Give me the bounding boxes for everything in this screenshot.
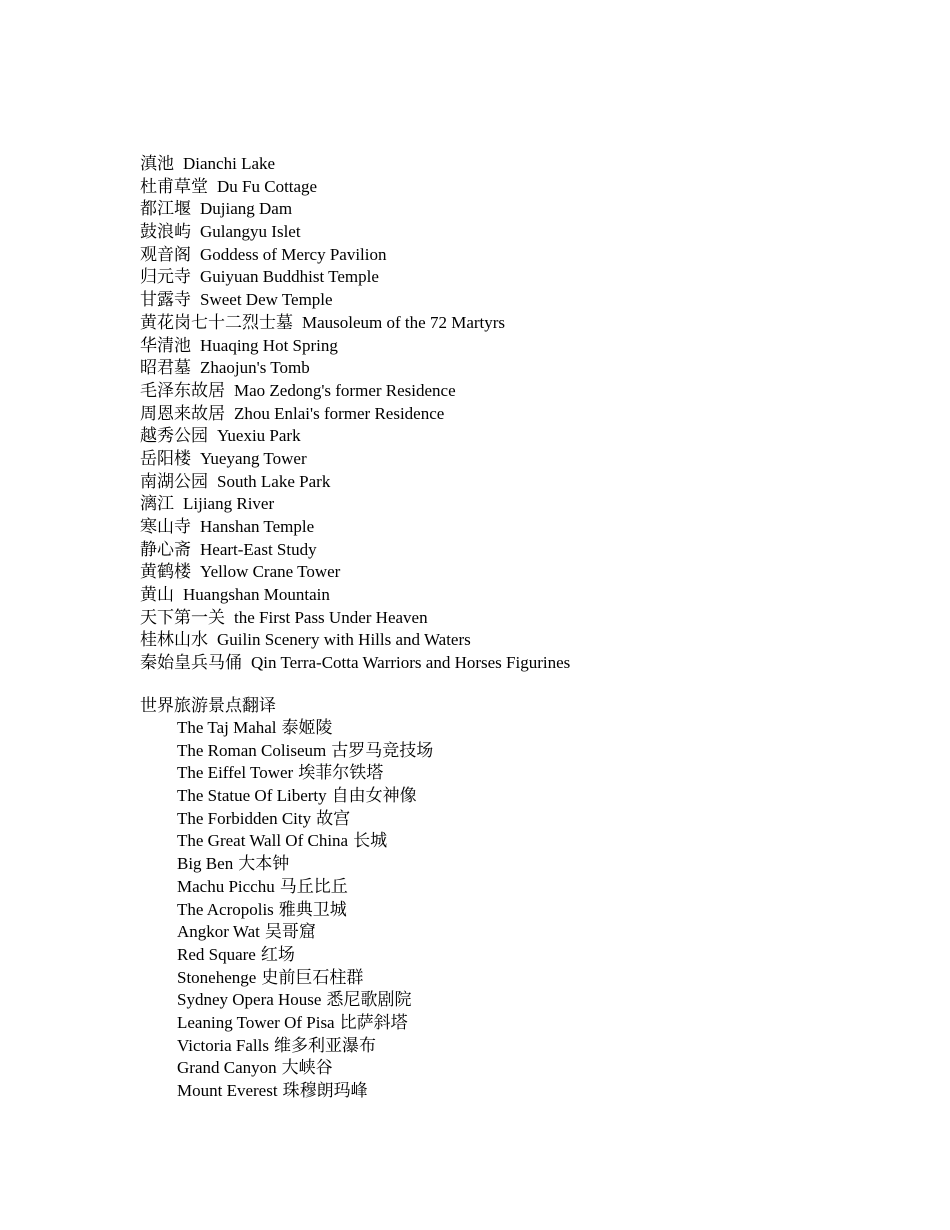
world-section-title: 世界旅游景点翻译 — [140, 696, 276, 715]
english-name: Gulangyu Islet — [200, 222, 301, 242]
english-name: Qin Terra-Cotta Warriors and Horses Figurines — [251, 653, 571, 673]
world-attraction-item — [177, 876, 433, 899]
english-name: Zhaojun's Tomb — [200, 358, 310, 378]
english-name: The Great Wall Of China — [177, 831, 349, 851]
world-attraction-item — [177, 1035, 433, 1058]
chinese-name: 长城 — [353, 831, 388, 851]
china-attraction-item — [140, 380, 570, 403]
chinese-name: 秦始皇兵马俑 — [140, 653, 242, 673]
world-attraction-item — [177, 989, 433, 1012]
chinese-name: 岳阳楼 — [140, 448, 191, 468]
english-name: Machu Picchu — [177, 876, 275, 896]
world-attraction-item — [177, 899, 433, 922]
chinese-name: 归元寺 — [140, 267, 191, 287]
world-attraction-item — [177, 1057, 433, 1080]
china-attraction-item — [140, 607, 570, 630]
english-name: Lijiang River — [183, 494, 275, 514]
chinese-name: 观音阁 — [140, 244, 191, 264]
world-attraction-item — [177, 762, 433, 785]
english-name: Huangshan Mountain — [183, 585, 330, 605]
chinese-name: 都江堰 — [140, 199, 191, 219]
chinese-name: 南湖公园 — [140, 471, 208, 491]
chinese-name: 雅典卫城 — [278, 899, 347, 919]
world-attraction-item — [177, 1012, 433, 1035]
china-attraction-item — [140, 493, 570, 516]
english-name: Big Ben — [177, 854, 234, 874]
english-name: Dujiang Dam — [200, 199, 293, 219]
english-name: Yellow Crane Tower — [200, 562, 341, 582]
english-name: Zhou Enlai's former Residence — [234, 403, 445, 423]
english-name: Sweet Dew Temple — [200, 290, 333, 310]
chinese-name: 红场 — [260, 944, 295, 964]
chinese-name: 周恩来故居 — [140, 403, 225, 423]
chinese-name: 天下第一关 — [140, 607, 225, 627]
chinese-name: 华清池 — [140, 335, 191, 355]
english-name: South Lake Park — [217, 471, 331, 491]
china-attraction-item — [140, 176, 570, 199]
english-name: The Taj Mahal — [177, 718, 277, 737]
english-name: Angkor Wat — [177, 922, 260, 942]
chinese-name: 大峡谷 — [281, 1058, 333, 1078]
world-attraction-item — [177, 808, 433, 831]
english-name: Hanshan Temple — [200, 517, 315, 536]
world-attraction-item — [177, 717, 433, 740]
english-name: The Eiffel Tower — [177, 763, 294, 783]
china-attraction-item — [140, 584, 570, 607]
chinese-name: 自由女神像 — [331, 786, 417, 806]
chinese-name: 埃菲尔铁塔 — [298, 763, 384, 783]
chinese-name: 漓江 — [140, 494, 174, 514]
chinese-name: 黄鹤楼 — [140, 562, 191, 582]
english-name: Victoria Falls — [177, 1035, 269, 1055]
chinese-name: 毛泽东故居 — [140, 380, 225, 400]
chinese-name: 珠穆朗玛峰 — [282, 1081, 368, 1100]
chinese-name: 昭君墓 — [140, 358, 191, 378]
english-name: The Statue Of Liberty — [177, 786, 327, 806]
world-attractions-list — [177, 717, 433, 1103]
china-attraction-item — [140, 244, 570, 267]
chinese-name: 黄山 — [140, 585, 174, 605]
english-name: Guiyuan Buddhist Temple — [200, 267, 379, 287]
china-attraction-item — [140, 221, 570, 244]
china-attraction-item — [140, 448, 570, 471]
chinese-name: 滇池 — [140, 154, 174, 173]
english-name: Du Fu Cottage — [217, 176, 318, 196]
chinese-name: 黄花岗七十二烈士墓 — [140, 312, 293, 332]
china-attraction-item — [140, 471, 570, 494]
chinese-name: 越秀公园 — [140, 426, 208, 446]
world-attraction-item — [177, 785, 433, 808]
world-attraction-item — [177, 830, 433, 853]
chinese-name: 甘露寺 — [140, 290, 191, 310]
china-attraction-item — [140, 357, 570, 380]
chinese-name: 维多利亚瀑布 — [274, 1035, 376, 1055]
english-name: Huaqing Hot Spring — [200, 335, 338, 355]
china-attraction-item — [140, 403, 570, 426]
english-name: Grand Canyon — [177, 1058, 277, 1078]
china-attraction-item — [140, 629, 570, 652]
english-name: Leaning Tower Of Pisa — [177, 1012, 335, 1032]
china-attraction-item — [140, 198, 570, 221]
chinese-name: 杜甫草堂 — [140, 176, 208, 196]
china-attraction-item — [140, 153, 570, 176]
chinese-name: 吴哥窟 — [264, 922, 316, 942]
chinese-name: 寒山寺 — [140, 517, 191, 536]
world-attraction-item — [177, 740, 433, 763]
chinese-name: 静心斋 — [140, 539, 191, 559]
chinese-name: 悉尼歌剧院 — [326, 990, 412, 1010]
china-attraction-item — [140, 539, 570, 562]
world-attraction-item — [177, 921, 433, 944]
chinese-name: 大本钟 — [238, 854, 290, 874]
english-name: Yueyang Tower — [200, 448, 307, 468]
english-name: Dianchi Lake — [183, 154, 276, 173]
china-attraction-item — [140, 425, 570, 448]
china-attraction-item — [140, 335, 570, 358]
english-name: Mausoleum of the 72 Martyrs — [302, 312, 506, 332]
english-name: Goddess of Mercy Pavilion — [200, 244, 387, 264]
china-attraction-item — [140, 561, 570, 584]
english-name: Mount Everest — [177, 1081, 278, 1100]
world-attraction-item — [177, 1080, 433, 1103]
chinese-name: 比萨斜塔 — [339, 1012, 408, 1032]
world-attraction-item — [177, 967, 433, 990]
china-attraction-item — [140, 652, 570, 675]
china-attraction-item — [140, 289, 570, 312]
chinese-name: 马丘比丘 — [279, 876, 348, 896]
china-attraction-item — [140, 516, 570, 539]
china-attractions-list — [140, 153, 570, 675]
english-name: Yuexiu Park — [217, 426, 301, 446]
china-attraction-item — [140, 312, 570, 335]
chinese-name: 鼓浪屿 — [140, 222, 191, 242]
english-name: Red Square — [177, 944, 256, 964]
english-name: The Roman Coliseum — [177, 740, 327, 760]
chinese-name: 古罗马竞技场 — [331, 740, 434, 760]
chinese-name: 泰姬陵 — [281, 718, 333, 737]
english-name: Heart-East Study — [200, 539, 317, 559]
english-name: Mao Zedong's former Residence — [234, 380, 456, 400]
english-name: Guilin Scenery with Hills and Waters — [217, 630, 471, 650]
english-name: Stonehenge — [177, 967, 257, 987]
chinese-name: 故宫 — [316, 808, 351, 828]
chinese-name: 史前巨石柱群 — [261, 967, 364, 987]
chinese-name: 桂林山水 — [140, 630, 208, 650]
world-attraction-item — [177, 944, 433, 967]
english-name: Sydney Opera House — [177, 990, 322, 1010]
english-name: the First Pass Under Heaven — [234, 607, 428, 627]
china-attraction-item — [140, 266, 570, 289]
english-name: The Acropolis — [177, 899, 274, 919]
world-attraction-item — [177, 853, 433, 876]
english-name: The Forbidden City — [177, 808, 312, 828]
